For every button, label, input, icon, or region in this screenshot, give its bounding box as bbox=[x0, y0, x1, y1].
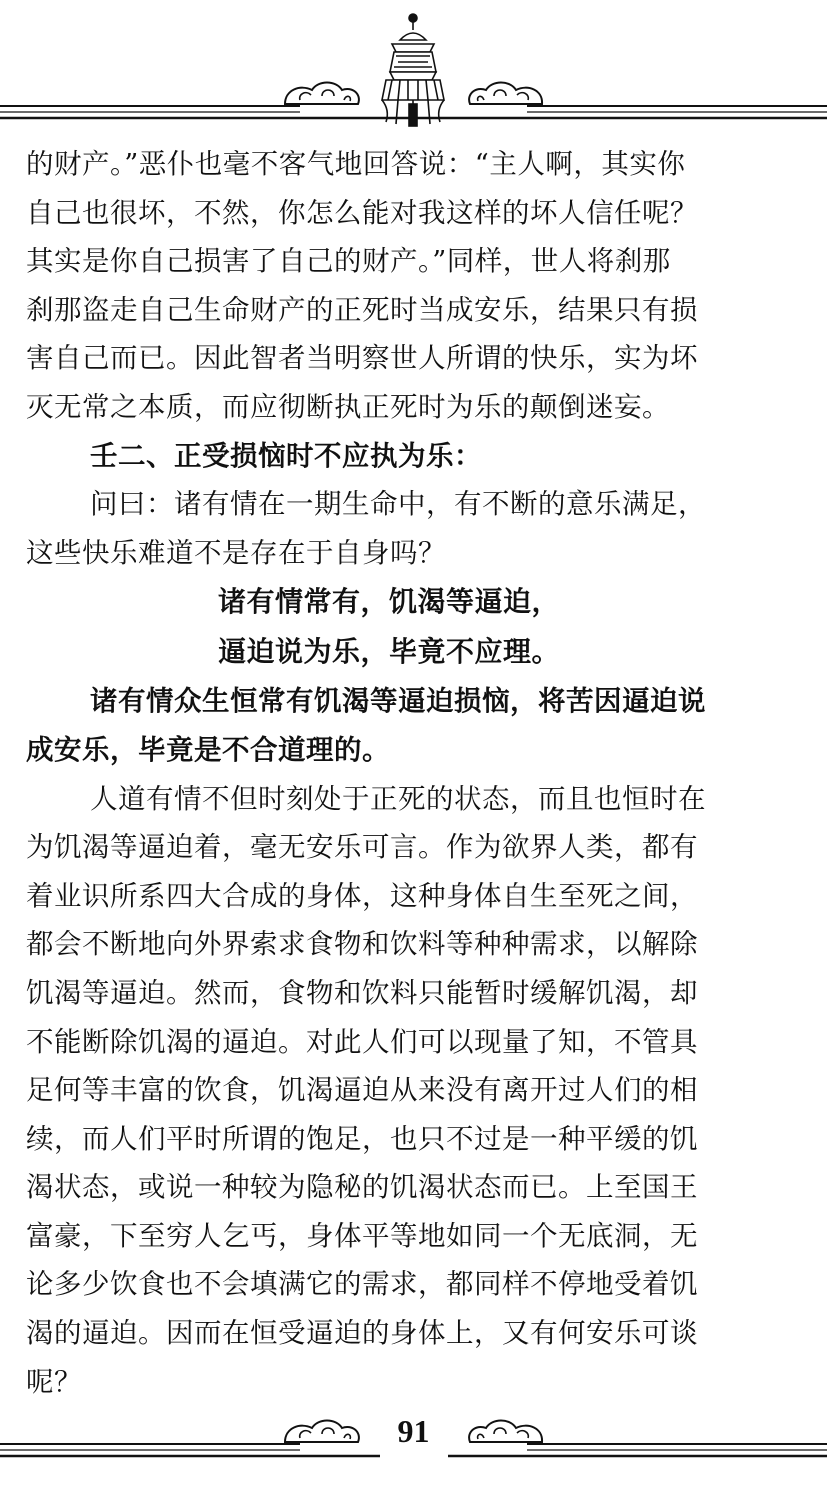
text-line: 渴的逼迫。因而在恒受逼迫的身体上，又有何安乐可谈 bbox=[26, 1317, 698, 1350]
text-line: 论多少饮食也不会填满它的需求，都同样不停地受着饥 bbox=[26, 1268, 698, 1301]
text-line: 为饥渴等逼迫着，毫无安乐可言。作为欲界人类，都有 bbox=[26, 831, 698, 864]
verse-line: 诸有情常有，饥渴等逼迫， bbox=[218, 585, 561, 619]
text-line: 问曰：诸有情在一期生命中，有不断的意乐满足， bbox=[90, 488, 706, 521]
page-number: 91 bbox=[397, 1413, 430, 1449]
page-header-ornament bbox=[0, 0, 827, 135]
section-heading bbox=[26, 432, 816, 481]
text-line: 灭无常之本质，而应彻断执正死时为乐的颠倒迷妄。 bbox=[26, 390, 670, 423]
cloud-scroll-ornament-icon bbox=[285, 83, 359, 105]
text-line: 都会不断地向外界索求食物和饮料等种种需求，以解除 bbox=[26, 928, 698, 961]
heading-text: 壬二、正受损恼时不应执为乐： bbox=[90, 439, 482, 472]
root-verse bbox=[26, 577, 816, 677]
page-content bbox=[26, 140, 816, 1406]
cloud-scroll-ornament-icon bbox=[469, 83, 542, 105]
text-line: 饥渴等逼迫。然而，食物和饮料只能暂时缓解饥渴，却 bbox=[26, 976, 698, 1009]
victory-banner-icon bbox=[382, 14, 444, 126]
verse-line: 逼迫说为乐，毕竟不应理。 bbox=[218, 635, 561, 669]
text-line: 害自己而已。因此智者当明察世人所谓的快乐，实为坏 bbox=[26, 342, 698, 375]
text-line: 成安乐，毕竟是不合道理的。 bbox=[26, 733, 390, 766]
text-line: 刹那盗走自己生命财产的正死时当成安乐，结果只有损 bbox=[26, 293, 698, 326]
text-line: 渴状态，或说一种较为隐秘的饥渴状态而已。上至国王 bbox=[26, 1171, 698, 1204]
text-line: 呢？ bbox=[26, 1365, 82, 1398]
text-line: 诸有情众生恒常有饥渴等逼迫损恼，将苦因逼迫说 bbox=[90, 685, 706, 718]
text-line: 不能断除饥渴的逼迫。对此人们可以现量了知，不管具 bbox=[26, 1025, 698, 1058]
text-line: 续，而人们平时所谓的饱足，也只不过是一种平缓的饥 bbox=[26, 1122, 698, 1155]
text-line: 人道有情不但时刻处于正死的状态，而且也恒时在 bbox=[90, 782, 706, 815]
text-line: 着业识所系四大合成的身体，这种身体自生至死之间， bbox=[26, 879, 698, 912]
text-line: 其实是你自己损害了自己的财产。”同样，世人将刹那 bbox=[26, 245, 671, 278]
text-line: 富豪，下至穷人乞丐，身体平等地如同一个无底洞，无 bbox=[26, 1219, 698, 1252]
paragraph-commentary bbox=[26, 775, 816, 1407]
paragraph-verse-explanation bbox=[26, 677, 816, 774]
text-line: 自己也很坏，不然，你怎么能对我这样的坏人信任呢？ bbox=[26, 196, 698, 229]
text-line: 的财产。”恶仆也毫不客气地回答说：“主人啊，其实你 bbox=[26, 148, 686, 180]
paragraph-body bbox=[26, 140, 816, 432]
text-line: 这些快乐难道不是存在于自身吗？ bbox=[26, 536, 446, 569]
text-line: 足何等丰富的饮食，饥渴逼迫从来没有离开过人们的相 bbox=[26, 1074, 698, 1107]
paragraph-question bbox=[26, 480, 816, 577]
